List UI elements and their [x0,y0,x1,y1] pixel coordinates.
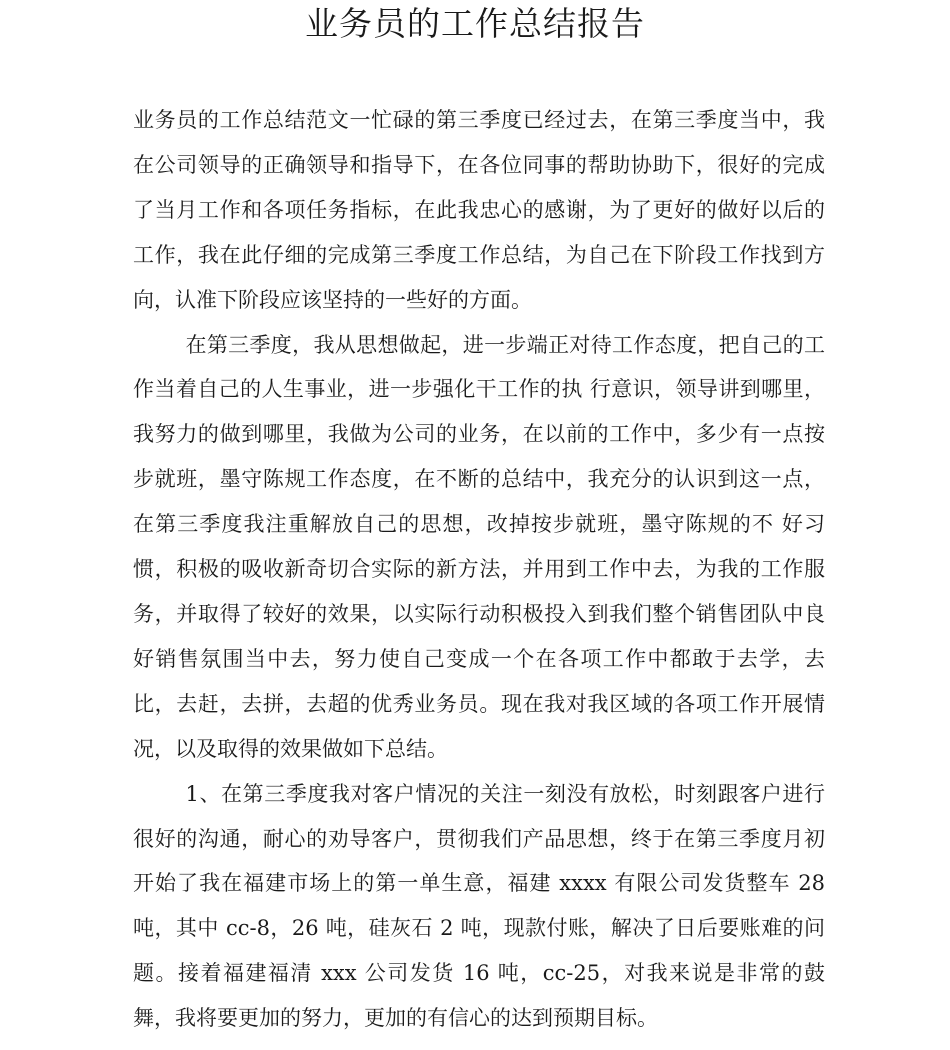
document-title: 业务员的工作总结报告 [305,4,645,43]
paragraph-attitude: 在第三季度，我从思想做起，进一步端正对待工作态度，把自己的工作当着自己的人生事业，进一步强化干工作的执 行意识，领导讲到哪里，我努力的做到哪里，我做为公司的业务，在以前的工作中，多少有一点按步就班，墨守陈规工作态度，在不断的总结中，我充分的认识到这一点，在第三季度我注重解放自己的思想，改掉按步就班，墨守陈规的不 好习惯，积极的吸收新奇切合实际的新方法，并用到工作中去，为我的工作服务，并取得了较好的效果，以实际行动积极投入到我们整个销售团队中良好销售氛围当中去，努力使自己变成一个在各项工作中都敢于去学，去比，去赶，去拼，去超的优秀业务员。现在我对我区域的各项工作开展情况，以及取得的效果做如下总结。 [133,332,825,761]
paragraph-intro: 业务员的工作总结范文一忙碌的第三季度已经过去，在第三季度当中，我在公司领导的正确领导和指导下，在各位同事的帮助协助下，很好的完成了当月工作和各项任务指标，在此我忠心的感谢，为了更好的做好以后的工作，我在此仔细的完成第三季度工作总结，为自己在下阶段工作找到方向，认准下阶段应该坚持的一些好的方面。 [133,108,825,312]
paragraph-item-1: 1、在第三季度我对客户情况的关注一刻没有放松，时刻跟客户进行很好的沟通，耐心的劝导客户，贯彻我们产品思想，终于在第三季度月初开始了我在福建市场上的第一单生意，福建 xxxx 有限公司发货整车 28 吨，其中 cc-8，26 吨，硅灰石 2 吨，现款付账，解决了日后要账难的问题。接着福建福清 xxx 公司发货 16 吨，cc-25，对我来说是非常的鼓舞，我将要更加的努力，更加的有信心的达到预期目标。 [133,781,825,1031]
document-body [133,98,825,1041]
